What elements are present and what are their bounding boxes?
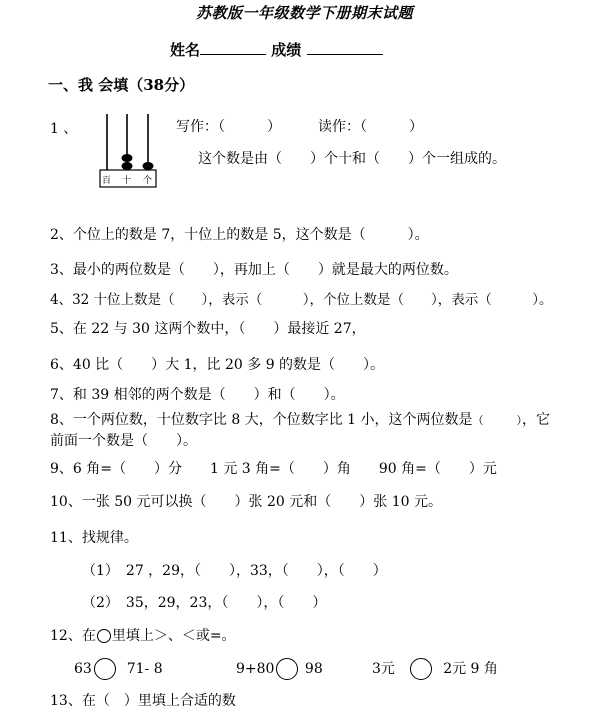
q1-read: 读作：（ ） <box>318 119 423 135</box>
q8-line2: 前面一个数是（ ）。 <box>50 433 197 449</box>
q7-text: 7、和 39 相邻的两个数是（ ）和（ ）。 <box>50 387 345 403</box>
q1-write: 写作：（ ） <box>176 119 281 135</box>
q5-text: 5、在 22 与 30 这两个数中，（ ）最接近 27， <box>50 321 366 337</box>
abacus-label-ones: 个 <box>143 176 153 186</box>
abacus-bead-tens <box>122 154 133 162</box>
abacus-bead-ones <box>143 162 154 170</box>
name-score-bar <box>170 40 383 59</box>
compare-circle-3[interactable] <box>410 658 432 680</box>
q11-prompt: 11、找规律。 <box>50 530 138 546</box>
q11-row1: （1） 27 ，29，（ ），33，（ ），（ ） <box>82 563 387 579</box>
q1-composed: 这个数是由（ ）个十和（ ）个一组成的。 <box>198 151 506 167</box>
q12-prompt <box>50 627 236 645</box>
q1-number: 1 、 <box>50 121 78 137</box>
q4-text: 4、32 十位上数是（ ），表示（ ），个位上数是（ ），表示（ ）。 <box>50 292 553 308</box>
q12-item-2-right: 98 <box>304 661 323 677</box>
name-label: 姓名 <box>170 41 201 59</box>
page-title: 苏教版一年级数学下册期末试题 <box>195 4 413 22</box>
section-heading: 一、我 会填（38分） <box>48 76 195 94</box>
circle-icon <box>97 629 111 643</box>
q6-text: 6、40 比（ ）大 1，比 20 多 9 的数是（ ）。 <box>50 357 385 373</box>
score-label: 成绩 <box>271 41 302 59</box>
q9-text: 9、6 角=（ ）分 1 元 3 角=（ ）角 90 角=（ ）元 <box>50 461 497 477</box>
q12-item-1 <box>74 658 163 680</box>
q12-prompt-post: 里填上＞、＜或=。 <box>111 628 236 644</box>
name-blank[interactable] <box>200 40 266 55</box>
q12-prompt-pre: 12、在 <box>50 628 96 644</box>
q8-line1 <box>50 411 550 430</box>
abacus-figure <box>96 110 162 192</box>
q8-tail: ，它 <box>522 412 551 428</box>
q12-item-1-left: 63 <box>74 661 92 677</box>
q12-item-2 <box>236 658 323 680</box>
abacus-bead-tens <box>122 162 133 170</box>
score-blank[interactable] <box>307 40 383 55</box>
q12-item-3-right: 2元 9 角 <box>443 661 498 677</box>
compare-circle-1[interactable] <box>94 658 116 680</box>
q12-item-3 <box>372 658 498 680</box>
abacus-label-tens: 十 <box>122 176 132 186</box>
q13-text: 13、在（ ）里填上合适的数 <box>50 693 236 709</box>
compare-circle-2[interactable] <box>276 658 298 680</box>
q12-item-2-left: 9+80 <box>236 661 275 677</box>
q2-text: 2、个位上的数是 7，十位上的数是 5，这个数是（ ）。 <box>50 227 429 243</box>
q11-row2: （2） 35，29，23，（ ），（ ） <box>82 595 327 611</box>
abacus-label-hundreds: 百 <box>102 176 112 186</box>
q10-text: 10、一张 50 元可以换（ ）张 20 元和（ ）张 10 元。 <box>50 494 442 510</box>
q12-item-1-right: 71- 8 <box>126 661 163 677</box>
q8-text: 8、一个两位数，十位数字比 8 大，个位数字比 1 小，这个两位数是 <box>50 412 473 428</box>
q12-item-3-left: 3元 <box>372 661 395 677</box>
q8-blank: （ ） <box>472 414 523 427</box>
q3-text: 3、最小的两位数是（ ），再加上（ ）就是最大的两位数。 <box>50 262 458 278</box>
